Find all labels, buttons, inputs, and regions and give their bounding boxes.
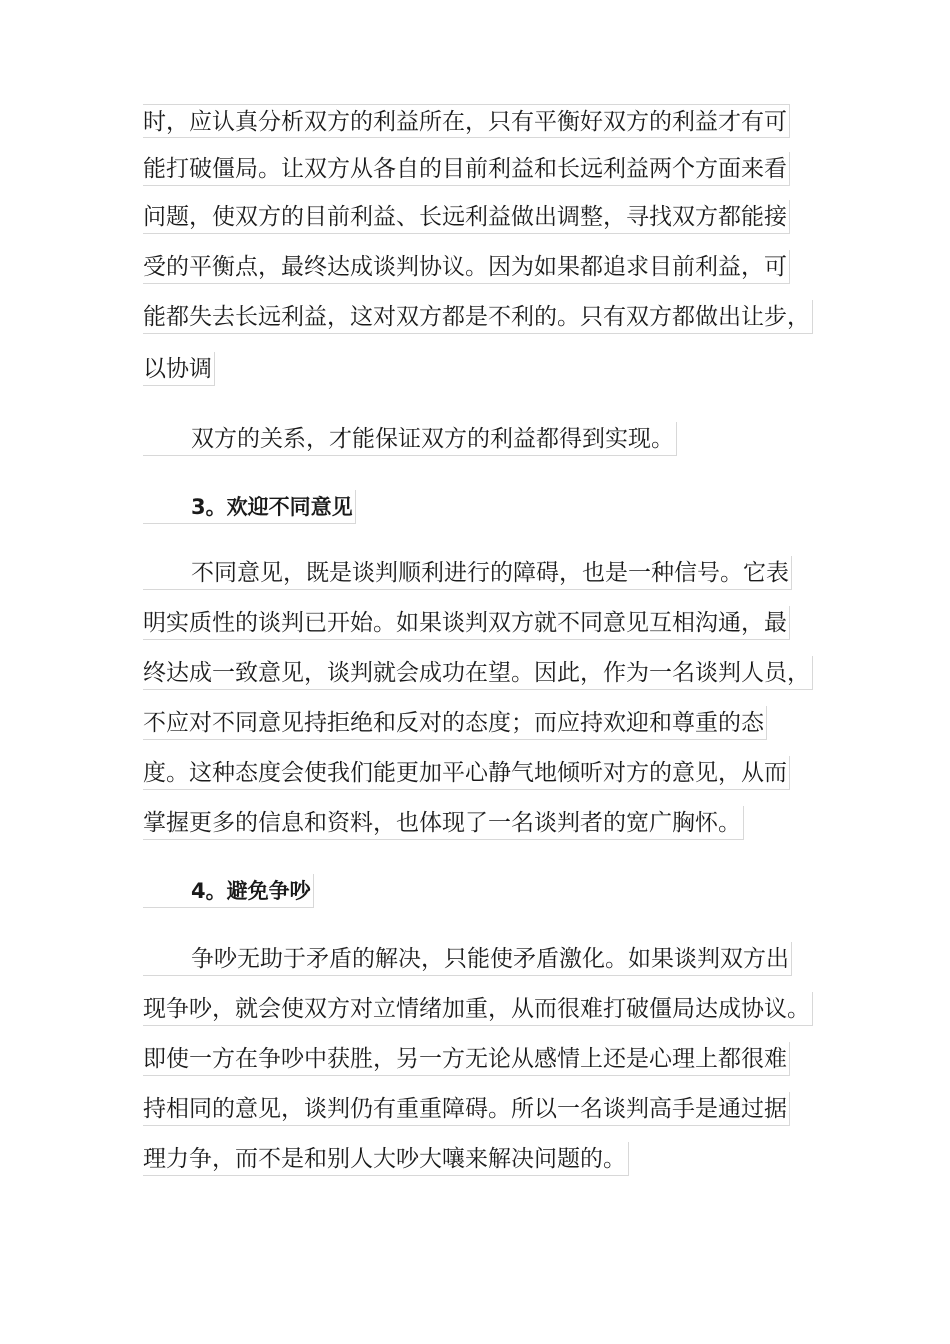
- paragraph-4-line-3: 即使一方在争吵中获胜，另一方无论从感情上还是心理上都很难: [143, 1042, 790, 1076]
- paragraph-4-line-2: 现争吵，就会使双方对立情绪加重，从而很难打破僵局达成协议。: [143, 992, 813, 1026]
- paragraph-4-line-5: 理力争，而不是和别人大吵大嚷来解决问题的。: [143, 1142, 629, 1176]
- paragraph-3-line-5: 度。这种态度会使我们能更加平心静气地倾听对方的意见，从而: [143, 756, 790, 790]
- section-heading-3: 3。欢迎不同意见: [143, 490, 356, 524]
- paragraph-1-line-6: 以协调: [143, 352, 215, 386]
- section-heading-4: 4。避免争吵: [143, 874, 314, 908]
- paragraph-1-line-1: 时，应认真分析双方的利益所在，只有平衡好双方的利益才有可: [143, 104, 790, 138]
- paragraph-3-line-3: 终达成一致意见，谈判就会成功在望。因此，作为一名谈判人员，: [143, 656, 813, 690]
- paragraph-4-line-4: 持相同的意见，谈判仍有重重障碍。所以一名谈判高手是通过据: [143, 1092, 790, 1126]
- paragraph-3-line-2: 明实质性的谈判已开始。如果谈判双方就不同意见互相沟通，最: [143, 606, 790, 640]
- paragraph-3-line-6: 掌握更多的信息和资料，也体现了一名谈判者的宽广胸怀。: [143, 806, 744, 840]
- paragraph-4-line-1: 争吵无助于矛盾的解决，只能使矛盾激化。如果谈判双方出: [143, 942, 792, 976]
- paragraph-2-line-1: 双方的关系，才能保证双方的利益都得到实现。: [143, 422, 677, 456]
- paragraph-1-line-4: 受的平衡点，最终达成谈判协议。因为如果都追求目前利益，可: [143, 250, 790, 284]
- paragraph-1-line-2: 能打破僵局。让双方从各自的目前利益和长远利益两个方面来看: [143, 152, 790, 186]
- paragraph-1-line-5: 能都失去长远利益，这对双方都是不利的。只有双方都做出让步，: [143, 300, 813, 334]
- paragraph-1-line-3: 问题，使双方的目前利益、长远利益做出调整，寻找双方都能接: [143, 200, 790, 234]
- paragraph-3-line-4: 不应对不同意见持拒绝和反对的态度；而应持欢迎和尊重的态: [143, 706, 767, 740]
- paragraph-3-line-1: 不同意见，既是谈判顺利进行的障碍，也是一种信号。它表: [143, 556, 792, 590]
